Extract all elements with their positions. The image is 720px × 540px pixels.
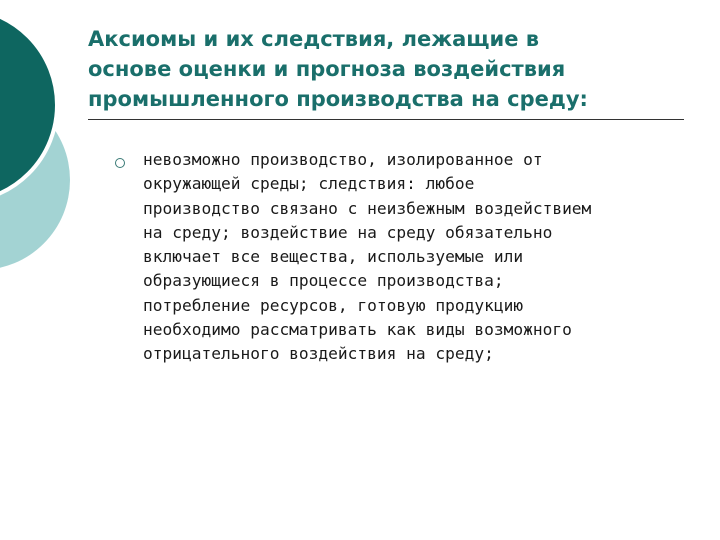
bullet-text-line: необходимо рассматривать как виды возможного xyxy=(143,320,572,340)
slide-title-line: основе оценки и прогноза воздействия xyxy=(88,57,566,81)
slide-title-line: Аксиомы и их следствия, лежащие в xyxy=(88,27,540,51)
bullet-text-line: невозможно производство, изолированное от xyxy=(143,150,543,169)
bullet-text xyxy=(143,148,703,367)
bullet-text-line: образующиеся в процессе производства; xyxy=(143,271,504,291)
slide-title xyxy=(88,24,698,114)
hollow-circle-bullet-icon xyxy=(115,158,125,168)
bullet-text-line: производство связано с неизбежным воздействием xyxy=(143,198,592,218)
bullet-text-line: включает все вещества, используемые или xyxy=(143,247,524,267)
bullet-text-line: окружающей среды; следствия: любое xyxy=(143,174,475,194)
title-divider xyxy=(88,119,684,120)
bullet-text-line: на среду; воздействие на среду обязательно xyxy=(143,222,553,242)
bullet-text-line: потребление ресурсов, готовую продукцию xyxy=(143,295,524,315)
slide-title-line: промышленного производства на среду: xyxy=(88,87,588,111)
bullet-text-line: отрицательного воздействия на среду; xyxy=(143,344,494,364)
